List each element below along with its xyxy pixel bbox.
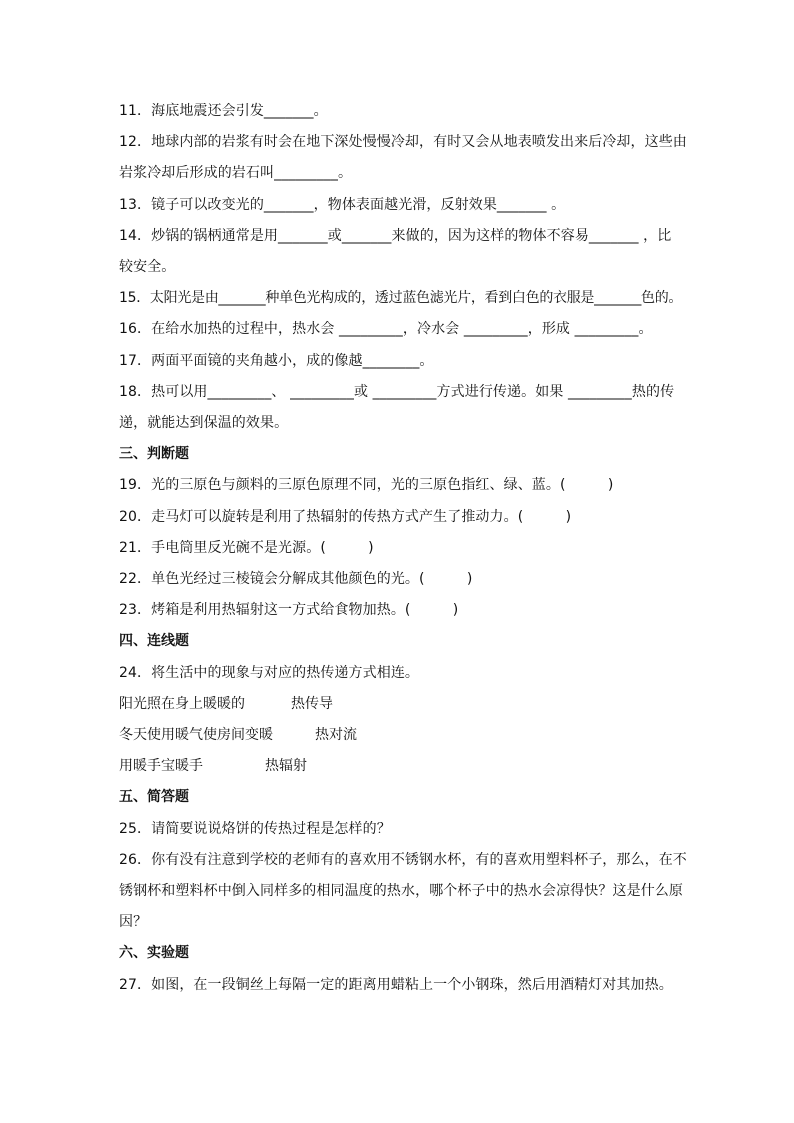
question-22: 22．单色光经过三棱镜会分解成其他颜色的光。( ) bbox=[119, 571, 473, 588]
question-15: 15．太阳光是由_______种单色光构成的，透过蓝色滤光片，看到白色的衣服是_______色的。 bbox=[119, 290, 683, 307]
question-14-line1: 14．炒锅的锅柄通常是用_______或_______来做的，因为这样的物体不容易_______ ，比 bbox=[119, 227, 672, 244]
question-11: 11．海底地震还会引发_______。 bbox=[119, 103, 328, 119]
question-18-line1: 18．热可以用_________、 _________或 _________方式进行传递。如果 _________热的传 bbox=[119, 383, 675, 400]
worksheet-page bbox=[119, 96, 687, 1001]
question-26-line2: 锈钢杯和塑料杯中倒入同样多的相同温度的热水，哪个杯子中的热水会凉得快？这是什么原 bbox=[119, 883, 683, 900]
question-24: 24．将生活中的现象与对应的热传递方式相连。 bbox=[119, 664, 420, 681]
match-left-2: 冬天使用暖气使房间变暖 bbox=[119, 727, 273, 744]
question-19: 19．光的三原色与颜料的三原色原理不同，光的三原色指红、绿、蓝。( ) bbox=[119, 477, 614, 494]
match-right-3: 热辐射 bbox=[265, 758, 307, 775]
question-12-line1: 12．地球内部的岩浆有时会在地下深处慢慢冷却，有时又会从地表喷发出来后冷却，这些由 bbox=[119, 134, 687, 151]
question-21: 21．手电筒里反光碗不是光源。( ) bbox=[119, 539, 374, 556]
match-right-2: 热对流 bbox=[315, 727, 357, 744]
question-20: 20．走马灯可以旋转是利用了热辐射的传热方式产生了推动力。( ) bbox=[119, 508, 572, 525]
match-right-1: 热传导 bbox=[291, 695, 333, 712]
question-18-line2: 递，就能达到保温的效果。 bbox=[119, 415, 289, 432]
section-heading-experiment: 六、实验题 bbox=[119, 945, 189, 962]
match-row-3 bbox=[119, 751, 679, 782]
section-heading-short: 五、简答题 bbox=[119, 789, 189, 806]
question-26-line3: 因？ bbox=[119, 914, 148, 931]
match-row-2 bbox=[119, 720, 679, 751]
question-12-line2: 岩浆冷却后形成的岩石叫_________。 bbox=[119, 165, 353, 182]
question-17: 17．两面平面镜的夹角越小，成的像越________。 bbox=[119, 352, 434, 369]
question-16: 16．在给水加热的过程中，热水会 _________，冷水会 _________，形成 _________。 bbox=[119, 321, 653, 338]
question-13: 13．镜子可以改变光的_______，物体表面越光滑，反射效果_______ 。 bbox=[119, 196, 566, 213]
question-27: 27．如图，在一段铜丝上每隔一定的距离用蜡粘上一个小钢珠，然后用酒精灯对其加热。 bbox=[119, 976, 673, 993]
question-25: 25．请简要说说烙饼的传热过程是怎样的？ bbox=[119, 820, 391, 837]
question-14-line2: 较安全。 bbox=[119, 259, 176, 276]
section-heading-match: 四、连线题 bbox=[119, 633, 189, 650]
question-26-line1: 26．你有没有注意到学校的老师有的喜欢用不锈钢水杯，有的喜欢用塑料杯子，那么，在不 bbox=[119, 851, 687, 868]
match-row-1 bbox=[119, 689, 679, 720]
match-left-1: 阳光照在身上暖暖的 bbox=[119, 695, 245, 712]
question-23: 23．烤箱是利用热辐射这一方式给食物加热。( ) bbox=[119, 602, 459, 619]
section-heading-judge: 三、判断题 bbox=[119, 446, 189, 463]
match-left-3: 用暖手宝暖手 bbox=[119, 758, 203, 775]
